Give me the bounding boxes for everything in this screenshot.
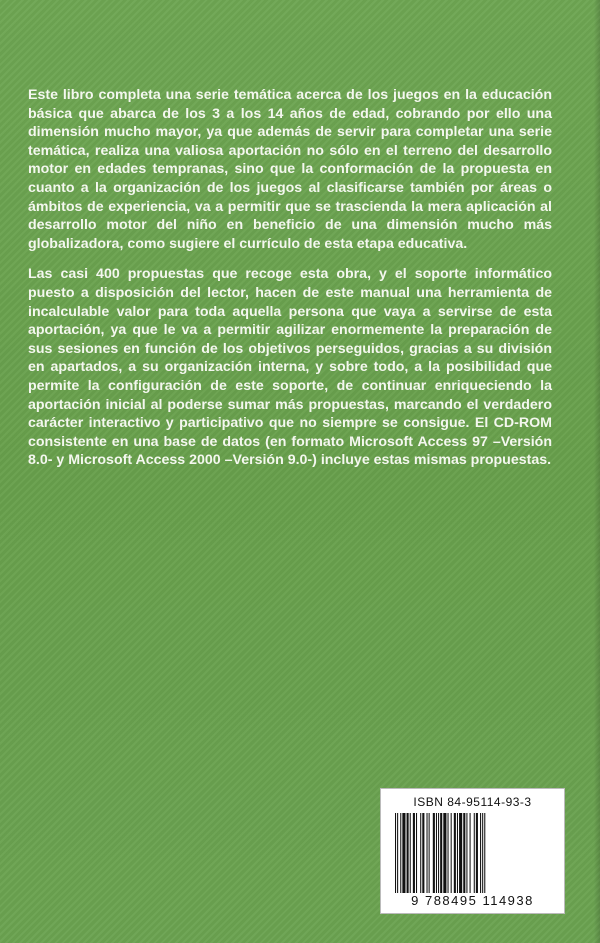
ean-number: 9 788495 114938	[411, 893, 534, 908]
barcode-bar	[436, 813, 437, 893]
back-cover-blurb	[28, 86, 552, 482]
barcode-bar	[413, 813, 415, 893]
barcode-bar	[470, 813, 471, 893]
barcode-bar	[402, 813, 405, 893]
barcode-bar	[451, 813, 452, 893]
blurb-paragraph-2: Las casi 400 propuestas que recoge esta obra, y el soporte informático puesto a disposición del lector, hacen de este manual una herramienta de incalculable valor para toda aquella persona que vaya a servirse de esta aportación, ya que le va a permitir agilizar enormemente la preparación de sus sesiones en función de los objetivos perseguidos, gracias a su división en apartados, a su organización interna, y sobre todo, a la posibilidad que permite la configuración de este soporte, de continuar enriqueciendo la aportación inicial al poderse sumar más propuestas, marcando el verdadero carácter interactivo y participativo que no siempre se consigue. El CD-ROM consistente en una base de datos (en formato Microsoft Access 97 –Versión 8.0- y Microsoft Access 2000 –Versión 9.0-) incluye estas mismas propuestas.	[28, 266, 552, 469]
barcode-bar	[440, 813, 442, 893]
isbn-label: ISBN 84-95114-93-3	[413, 795, 532, 809]
barcode-bar	[474, 813, 475, 893]
barcode-bars	[393, 813, 553, 893]
barcode-bar	[400, 813, 401, 893]
barcode-bar	[463, 813, 465, 893]
barcode-bar	[454, 813, 456, 893]
isbn-barcode	[380, 788, 565, 914]
barcode-bar	[427, 813, 428, 893]
barcode-bar	[395, 813, 396, 893]
barcode-bar	[480, 813, 481, 893]
barcode-bar	[466, 813, 467, 893]
barcode-bar	[482, 813, 483, 893]
barcode-bar	[438, 813, 439, 893]
cover-edge-shadow	[594, 0, 600, 943]
barcode-bar	[416, 813, 417, 893]
barcode-bar	[484, 813, 485, 893]
barcode-bar	[420, 813, 421, 893]
barcode-bar	[448, 813, 449, 893]
barcode-bar	[410, 813, 411, 893]
barcode-bar	[422, 813, 424, 893]
barcode-bar	[457, 813, 458, 893]
barcode-bar	[459, 813, 462, 893]
barcode-bar	[433, 813, 435, 893]
barcode-bar	[443, 813, 446, 893]
blurb-paragraph-1: Este libro completa una serie temática acerca de los juegos en la educación básica que abarca de los 3 a los 14 años de edad, cobrando por ello una dimensión mucho mayor, ya que además de servir para completar una serie temática, realiza una valiosa aportación no sólo en el terreno del desarrollo motor en edades tempranas, sino que la conformación de la propuesta en cuanto a la organización de los juegos al clasificarse también por áreas o ámbitos de experiencia, va a permitir que se trascienda la mera aplicación al desarrollo motor del niño en beneficio de una dimensión mucho más globalizadora, como sugiere el currículo de esta etapa educativa.	[28, 87, 552, 252]
barcode-bar	[476, 813, 478, 893]
barcode-bar	[407, 813, 409, 893]
barcode-bar	[429, 813, 430, 893]
barcode-bar	[397, 813, 398, 893]
